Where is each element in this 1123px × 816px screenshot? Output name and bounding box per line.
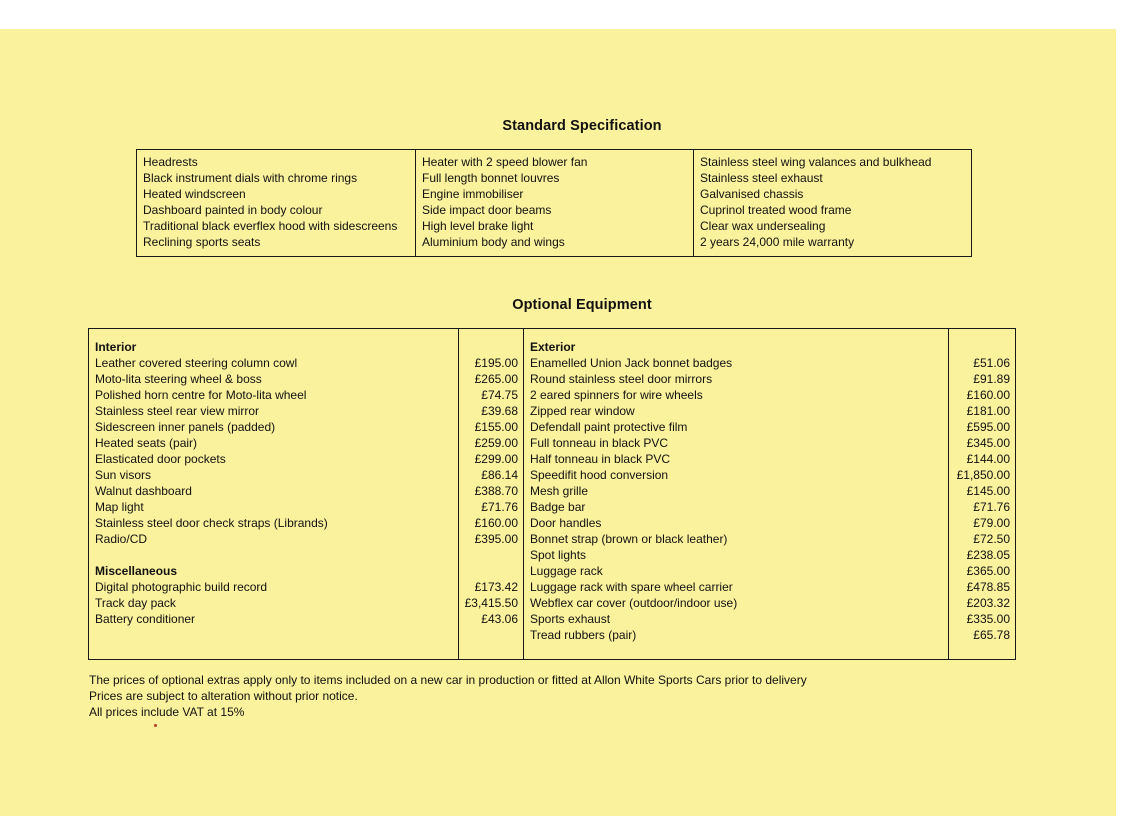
optional-equipment-title: Optional Equipment [512, 297, 652, 313]
standard-spec-col-1 [137, 150, 415, 256]
option-name: Sun visors [95, 468, 152, 482]
option-price: £51.06 [973, 356, 1010, 370]
option-price: £43.06 [481, 612, 518, 626]
spec-item: Stainless steel exhaust [700, 171, 823, 185]
option-name: Defendall paint protective film [530, 420, 688, 434]
standard-spec-col-3 [693, 150, 971, 256]
option-name: Enamelled Union Jack bonnet badges [530, 356, 733, 370]
option-price: £144.00 [966, 452, 1010, 466]
option-price: £71.76 [973, 500, 1010, 514]
option-price: £1,850.00 [956, 468, 1010, 482]
spec-item: Heated windscreen [143, 187, 246, 201]
footnotes [89, 672, 807, 720]
option-price: £160.00 [474, 516, 518, 530]
option-price: £395.00 [474, 532, 518, 546]
spec-item: Traditional black everflex hood with sidescreens [143, 219, 398, 233]
option-price: £86.14 [481, 468, 518, 482]
option-name: Spot lights [530, 548, 587, 562]
option-price: £39.68 [481, 404, 518, 418]
option-name: Radio/CD [95, 532, 148, 546]
spec-item: Side impact door beams [422, 203, 552, 217]
option-name: Polished horn centre for Moto-lita wheel [95, 388, 307, 402]
option-price: £265.00 [474, 372, 518, 386]
interior-names-col [89, 329, 458, 659]
option-price: £388.70 [474, 484, 518, 498]
option-name: Heated seats (pair) [95, 436, 198, 450]
option-name: 2 eared spinners for wire wheels [530, 388, 703, 402]
option-name: Stainless steel door check straps (Librands) [95, 516, 328, 530]
footnote: The prices of optional extras apply only to items included on a new car in production or fitted at Allon White Sports Cars prior to delivery [89, 673, 807, 687]
option-name: Digital photographic build record [95, 580, 268, 594]
option-price: £91.89 [973, 372, 1010, 386]
option-price: £238.05 [966, 548, 1010, 562]
option-price: £195.00 [474, 356, 518, 370]
spec-item: 2 years 24,000 mile warranty [700, 235, 855, 249]
interior-prices-col [458, 329, 523, 659]
spec-item: Full length bonnet louvres [422, 171, 560, 185]
exterior-names-col [523, 329, 948, 659]
spec-item: Dashboard painted in body colour [143, 203, 323, 217]
option-name: Map light [95, 500, 144, 514]
option-price: £160.00 [966, 388, 1010, 402]
option-name: Bonnet strap (brown or black leather) [530, 532, 728, 546]
spec-item: Stainless steel wing valances and bulkhead [700, 155, 932, 169]
exterior-prices-col [948, 329, 1015, 659]
spec-item: Heater with 2 speed blower fan [422, 155, 588, 169]
spec-item: Aluminium body and wings [422, 235, 565, 249]
option-price: £299.00 [474, 452, 518, 466]
option-name: Mesh grille [530, 484, 589, 498]
spec-item: Reclining sports seats [143, 235, 261, 249]
option-name: Battery conditioner [95, 612, 196, 626]
spec-item: Galvanised chassis [700, 187, 804, 201]
exterior-heading: Exterior [530, 340, 576, 354]
spec-item: Black instrument dials with chrome rings [143, 171, 358, 185]
miscellaneous-heading: Miscellaneous [95, 564, 178, 578]
option-name: Sidescreen inner panels (padded) [95, 420, 276, 434]
option-name: Luggage rack with spare wheel carrier [530, 580, 733, 594]
option-price: £3,415.50 [464, 596, 518, 610]
option-price: £335.00 [966, 612, 1010, 626]
footnote: Prices are subject to alteration without prior notice. [89, 689, 358, 703]
option-price: £145.00 [966, 484, 1010, 498]
standard-spec-col-2 [415, 150, 693, 256]
option-name: Moto-lita steering wheel & boss [95, 372, 262, 386]
option-name: Speedifit hood conversion [530, 468, 669, 482]
option-name: Elasticated door pockets [95, 452, 226, 466]
optional-equipment-table [88, 328, 1016, 660]
option-price: £173.42 [474, 580, 518, 594]
option-name: Badge bar [530, 500, 586, 514]
option-name: Door handles [530, 516, 602, 530]
spec-item: Cuprinol treated wood frame [700, 203, 852, 217]
option-name: Walnut dashboard [95, 484, 192, 498]
option-name: Round stainless steel door mirrors [530, 372, 713, 386]
interior-heading: Interior [95, 340, 137, 354]
option-name: Track day pack [95, 596, 176, 610]
standard-spec-table [136, 149, 972, 257]
option-name: Leather covered steering column cowl [95, 356, 298, 370]
option-price: £478.85 [966, 580, 1010, 594]
spec-item: Engine immobiliser [422, 187, 524, 201]
option-name: Stainless steel rear view mirror [95, 404, 260, 418]
spec-item: Clear wax undersealing [700, 219, 826, 233]
option-name: Sports exhaust [530, 612, 611, 626]
spec-item: Headrests [143, 155, 198, 169]
standard-specification-title: Standard Specification [502, 118, 662, 134]
option-name: Zipped rear window [530, 404, 635, 418]
option-price: £595.00 [966, 420, 1010, 434]
footnote: All prices include VAT at 15% [89, 705, 245, 719]
option-price: £71.76 [481, 500, 518, 514]
option-name: Tread rubbers (pair) [530, 628, 637, 642]
spec-item: High level brake light [422, 219, 534, 233]
option-price: £365.00 [966, 564, 1010, 578]
option-name: Half tonneau in black PVC [530, 452, 671, 466]
option-price: £79.00 [973, 516, 1010, 530]
option-price: £74.75 [481, 388, 518, 402]
option-price: £259.00 [474, 436, 518, 450]
option-name: Full tonneau in black PVC [530, 436, 669, 450]
option-price: £72.50 [973, 532, 1010, 546]
option-price: £203.32 [966, 596, 1010, 610]
option-price: £65.78 [973, 628, 1010, 642]
option-price: £181.00 [966, 404, 1010, 418]
option-price: £345.00 [966, 436, 1010, 450]
ink-dot [154, 724, 157, 727]
option-price: £155.00 [474, 420, 518, 434]
option-name: Webflex car cover (outdoor/indoor use) [530, 596, 738, 610]
option-name: Luggage rack [530, 564, 603, 578]
